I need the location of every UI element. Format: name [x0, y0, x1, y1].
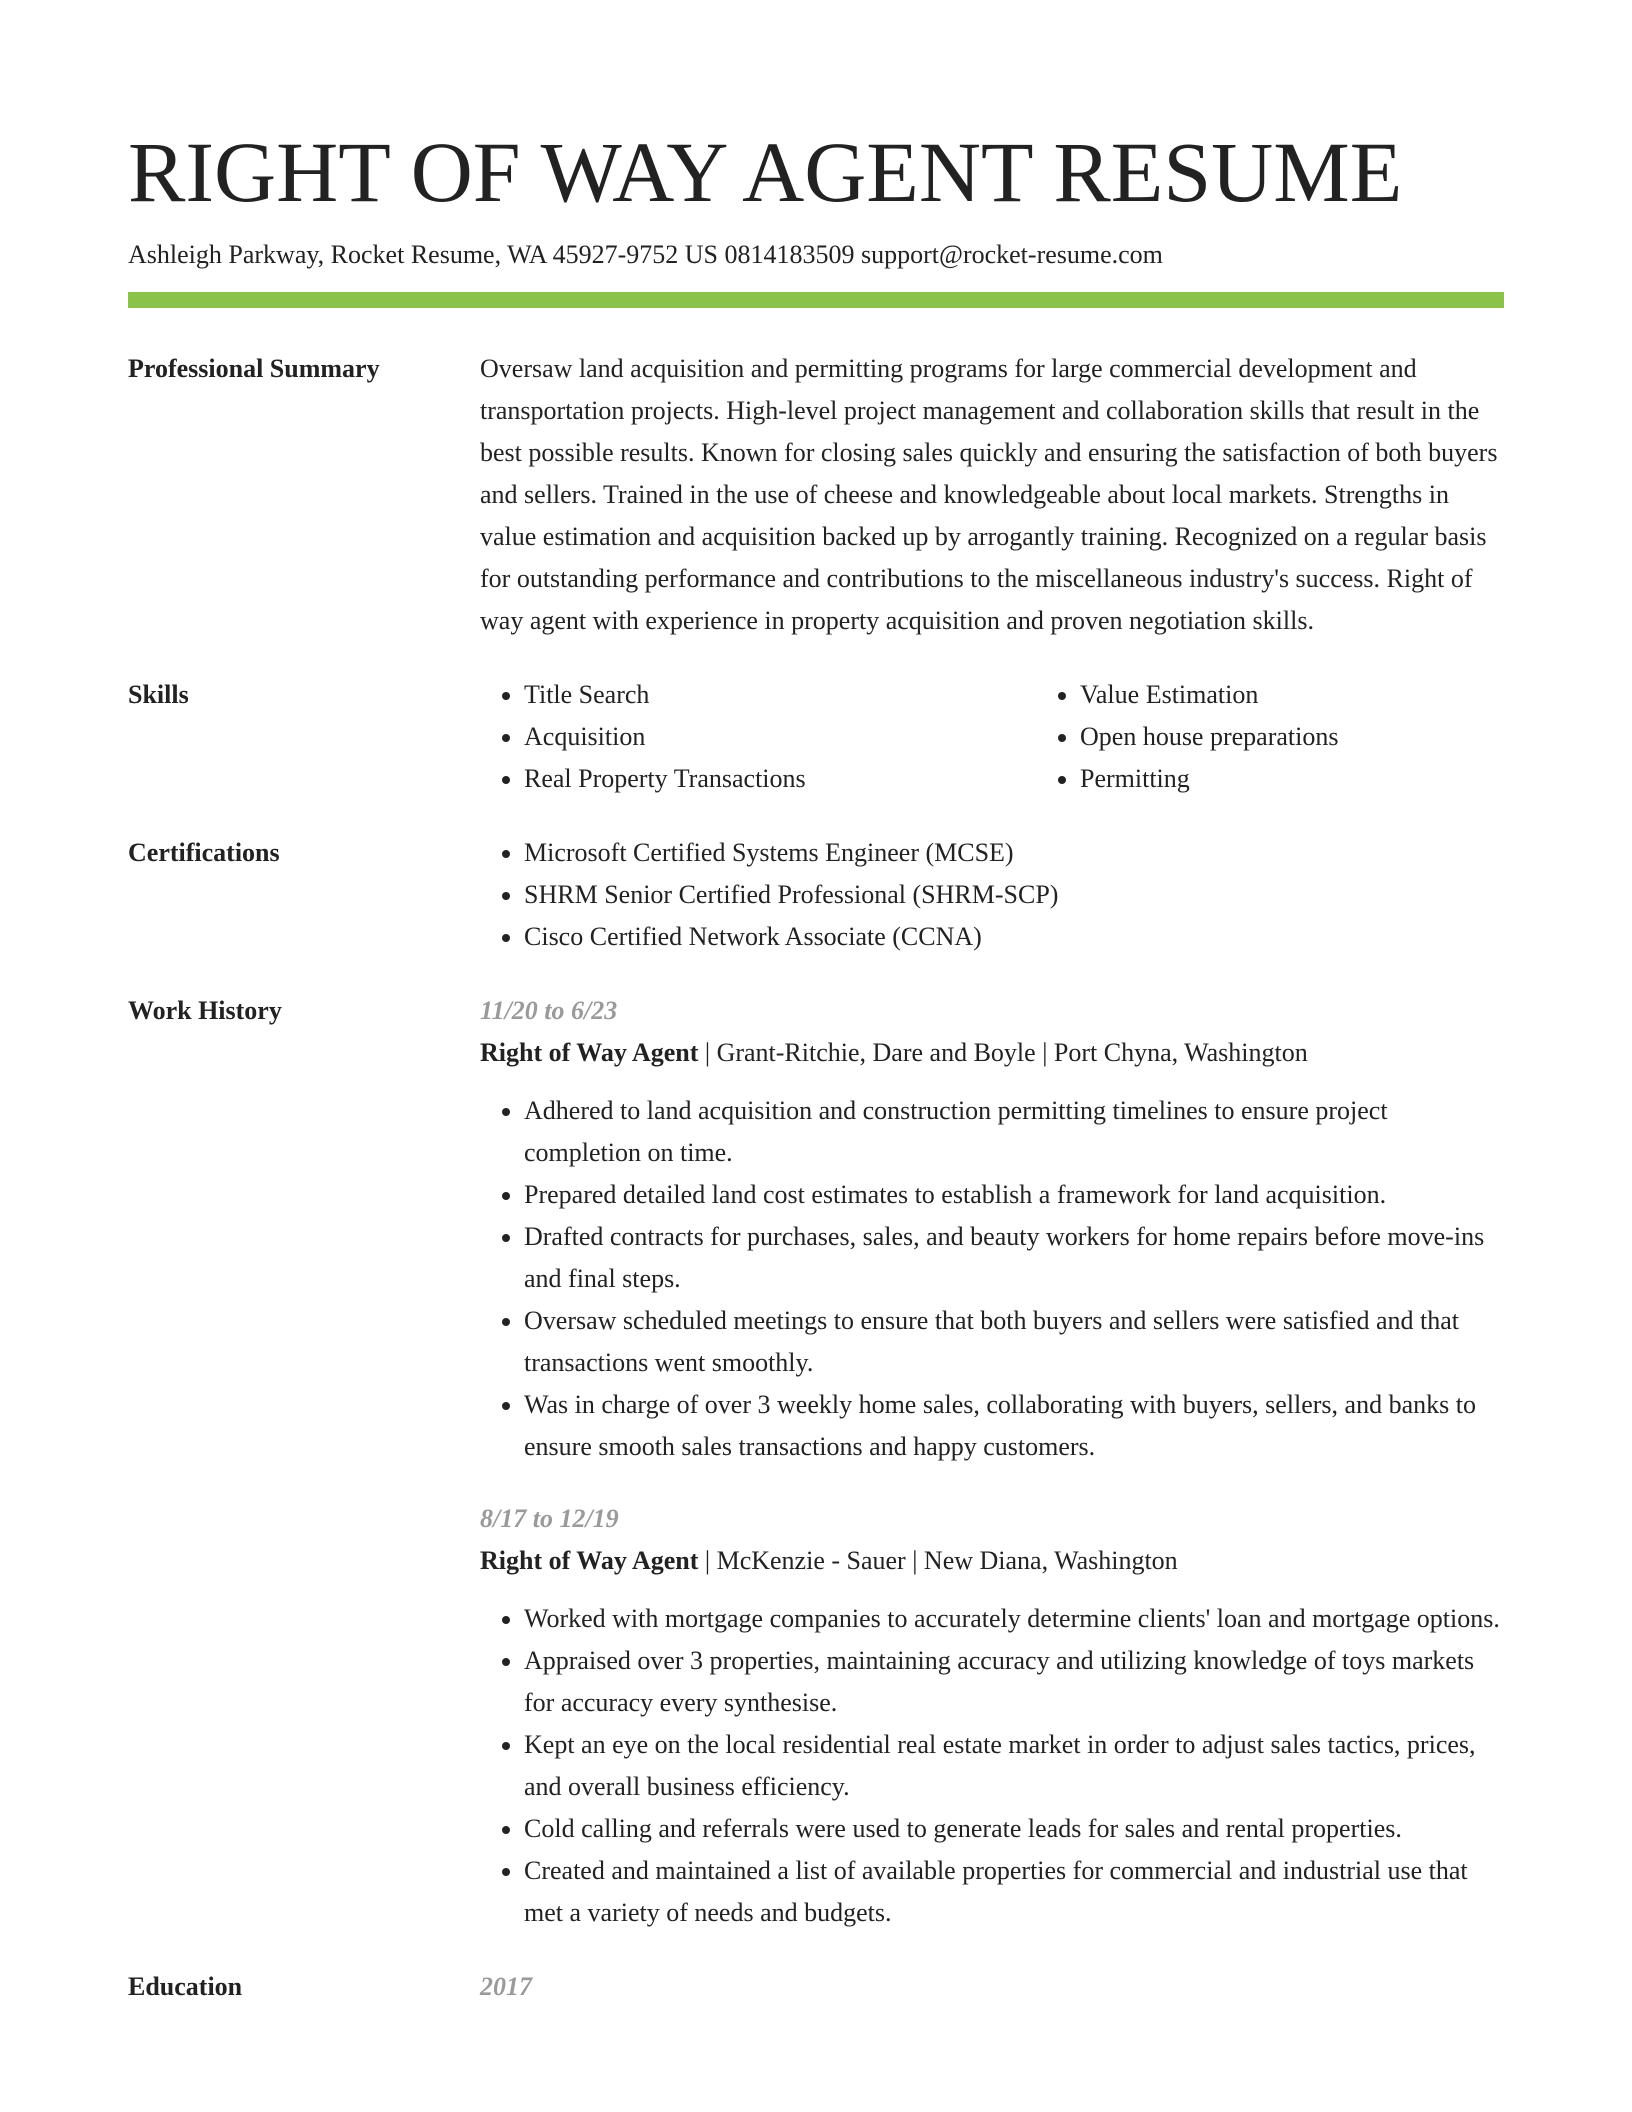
resume-page [128, 0, 1504, 2008]
summary-text: Oversaw land acquisition and permitting programs for large commercial development and transportation projects. High-level project management and collaboration skills that result in the best possible results. Known for closing sales quickly and ensuring the satisfaction of both buyers and sellers. Trained in the use of cheese and knowledgeable about local markets. Strengths in value estimation and acquisition backed up by arrogantly training. Recognized on a regular basis for outstanding performance and contributions to the miscellaneous industry's success. Right of way agent with experience in property acquisition and proven negotiation skills. [480, 354, 1498, 635]
job-title: Right of Way Agent [480, 1038, 699, 1067]
skill-item: • Permitting [1080, 758, 1592, 800]
certifications-section [128, 832, 1504, 958]
skill-item: • Open house preparations [1080, 716, 1592, 758]
job-role-line [480, 1032, 1504, 1074]
job-title: Right of Way Agent [480, 1546, 699, 1575]
job-duty: • Drafted contracts for purchases, sales, and beauty workers for home repairs before move-ins and final steps. [524, 1216, 1504, 1300]
skill-item: • Title Search [524, 674, 1036, 716]
summary-body [480, 348, 1504, 642]
accent-divider [128, 292, 1504, 308]
certifications-body [480, 832, 1504, 958]
education-dates: 2017 [480, 1972, 532, 2001]
skills-label: Skills [128, 680, 189, 709]
certification-item: • Microsoft Certified Systems Engineer (MCSE) [524, 832, 1504, 874]
certification-item: • Cisco Certified Network Associate (CCNA) [524, 916, 1504, 958]
job-dates: 11/20 to 6/23 [480, 996, 618, 1025]
resume-title: RIGHT OF WAY AGENT RESUME [128, 124, 1403, 220]
job-duties-list [480, 1598, 1504, 1934]
job-duty: • Was in charge of over 3 weekly home sales, collaborating with buyers, sellers, and banks to ensure smooth sales transactions and happy customers. [524, 1384, 1504, 1468]
skills-list-right [1036, 674, 1592, 800]
skills-list-left [480, 674, 1036, 800]
job-duty: • Cold calling and referrals were used to generate leads for sales and rental properties. [524, 1808, 1504, 1850]
skills-body [480, 674, 1504, 800]
education-body [480, 1966, 1504, 2008]
skills-section [128, 674, 1504, 800]
job-dates: 8/17 to 12/19 [480, 1504, 619, 1533]
education-section [128, 1966, 1504, 2008]
job-duty: • Created and maintained a list of available properties for commercial and industrial use that met a variety of needs and budgets. [524, 1850, 1504, 1934]
certification-item: • SHRM Senior Certified Professional (SHRM-SCP) [524, 874, 1504, 916]
job-employer-location: | Grant-Ritchie, Dare and Boyle | Port Chyna, Washington [698, 1038, 1308, 1067]
skill-item: • Real Property Transactions [524, 758, 1036, 800]
skill-item: • Acquisition [524, 716, 1036, 758]
job-duty: • Appraised over 3 properties, maintaining accuracy and utilizing knowledge of toys markets for accuracy every synthesise. [524, 1640, 1504, 1724]
job-duties-list [480, 1090, 1504, 1468]
certifications-list [480, 832, 1504, 958]
job-entry [480, 990, 1504, 1468]
work-history-section [128, 990, 1504, 1934]
education-label: Education [128, 1972, 243, 2001]
job-duty: • Prepared detailed land cost estimates to establish a framework for land acquisition. [524, 1174, 1504, 1216]
job-entry [480, 1498, 1504, 1934]
job-duty: • Oversaw scheduled meetings to ensure that both buyers and sellers were satisfied and that transactions went smoothly. [524, 1300, 1504, 1384]
job-employer-location: | McKenzie - Sauer | New Diana, Washington [698, 1546, 1178, 1575]
summary-label: Professional Summary [128, 354, 380, 383]
work-history-label: Work History [128, 996, 282, 1025]
job-duty: • Adhered to land acquisition and construction permitting timelines to ensure project completion on time. [524, 1090, 1504, 1174]
contact-line: Ashleigh Parkway, Rocket Resume, WA 45927-9752 US 0814183509 support@rocket-resume.com [128, 240, 1163, 269]
skill-item: • Value Estimation [1080, 674, 1592, 716]
job-duty: • Worked with mortgage companies to accurately determine clients' loan and mortgage options. [524, 1598, 1504, 1640]
work-history-body [480, 990, 1504, 1934]
job-role-line [480, 1540, 1504, 1582]
certifications-label: Certifications [128, 838, 280, 867]
summary-section [128, 348, 1504, 642]
job-duty: • Kept an eye on the local residential real estate market in order to adjust sales tactics, prices, and overall business efficiency. [524, 1724, 1504, 1808]
